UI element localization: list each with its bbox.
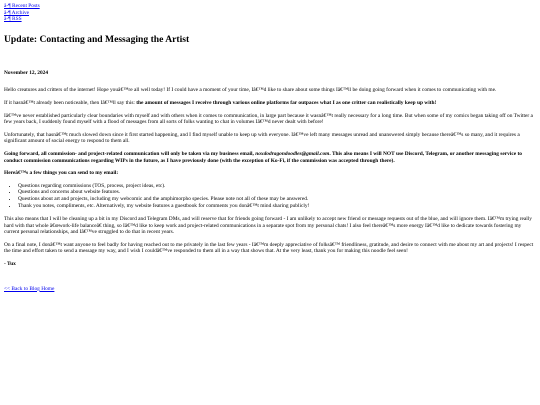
top-nav [4,3,536,23]
paragraph-unanswered: Unfortunately, that hasnâ€™t much slowed down since it first started happening, and I find myself unable to keep up with everyone. Iâ€™ve left many messages unread and unanswered simply because thereâ€™s so many, and it requires a significant amount of social energy to respond to them all. [4,131,520,145]
post-title: Update: Contacting and Messaging the Artist [4,33,190,45]
business-email: noxdodragondoodles@gmail.com [255,150,330,157]
paragraph-policy [4,151,536,164]
notice-lead: If it hasnâ€™t already been noticeable, then Iâ€™ll say this: [4,99,137,106]
paragraph-intro: Hello creatures and critters of the internet! Hope youâ€™re all well today! If I could have a moment of your time, Iâ€™d like to share about some things Iâ€™ll be doing going forward when it comes to communicating with me. [4,87,497,94]
paragraph-final: On a final note, I donâ€™t want anyone to feel badly for having reached out to me privately in the last few years - Iâ€™m deeply appreciative of folksâ€™ friendliness, gratitude, and desire to connect with me about my art and projects! I respect the time and effort taken to send a message my way, and I wish I couldâ€™ve responded to them all in a way that shows that. At the very least, thank you for making this noodle feel seen! [4,241,534,255]
list-heading: Hereâ€™s a few things you can send to my email: [4,170,119,177]
blog-post [4,34,536,292]
paragraph-notice [4,100,536,107]
email-topics-list [4,183,536,209]
back-to-blog-link[interactable]: << Back to Blog Home [4,285,55,292]
list-item: • Questions regarding commissions (TOS, process, project ideas, etc). [18,183,536,190]
nav-archive-link[interactable]: â-¶ Archive [4,9,30,16]
paragraph-background: Iâ€™ve never established particularly clear boundaries with myself and with others when it comes to communication, in large part because it wasnâ€™t really necessary for a long time. But when some of my comics began taking off on Twitter a few years back, I suddenly found myself with a flood of messages from all sorts of folks wanting to chat in volumes Iâ€™d never dealt with before! [4,112,533,126]
nav-rss-link[interactable]: â-¶ RSS [4,16,22,23]
nav-recent-posts-link[interactable]: â-¶ Recent Posts [4,3,40,9]
notice-bold: the amount of messages I receive through various online platforms far outpaces what I as one critter can realistically keep up with! [136,99,437,106]
list-item: • Thank you notes, compliments, etc. Alternatively, my website features a guestbook for comments you donâ€™t mind sharing publicly! [18,203,536,210]
list-item: • Questions about art and projects, including my webcomic and the amphimorpho species. Please note not all of these may be answered. [18,196,536,203]
post-date: November 12, 2024 [4,69,49,76]
policy-text-a: Going forward, all commission- and project-related communication will only be taken via my business email, [4,150,256,157]
paragraph-dms: This also means that I will be cleaning up a bit in my Discord and Telegram DMs, and will reserve that for friends going forward - I am unlikely to accept new friend or message requests out of the blue, and will ignore them. Iâ€™m trying really hard with that whole â€œwork-life balanceâ€ thing, so Iâ€™d like to keep work and project-related communications in a separate spot from my personal chats! I also feel thereâ€™s more energy Iâ€™d like to dedicate towards fostering my current personal relationships, and Iâ€™ve struggled to do that in recent years. [4,216,532,236]
signature: - Tux [4,261,16,268]
list-item: • Questions and concerns about website features. [18,189,536,196]
policy-text-b: . This also means I will NOT use Discord, Telegram, or another messaging service to conduct commission communications regarding WIPs in the future, as I have previously done (with the exception of Ko-Fi, if the commission was accepted through there). [4,150,522,164]
